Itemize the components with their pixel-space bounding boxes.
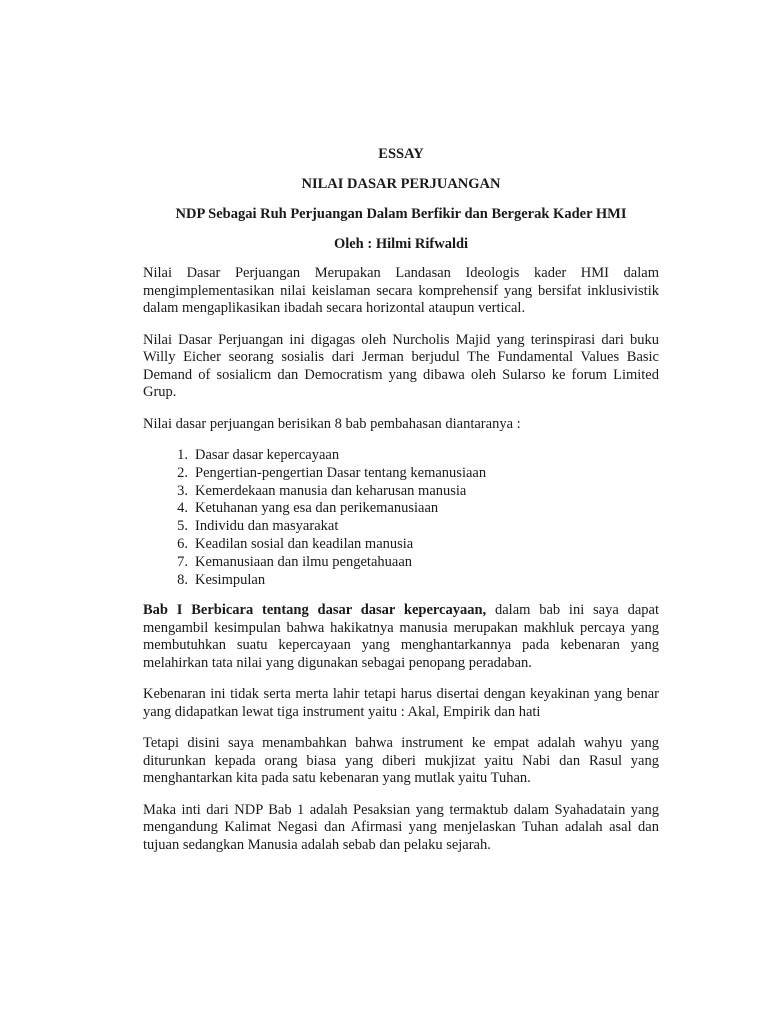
paragraph-bab1 <box>143 602 659 672</box>
document-subtitle: NDP Sebagai Ruh Perjuangan Dalam Berfikir dan Bergerak Kader HMI <box>175 206 627 222</box>
document-title: NILAI DASAR PERJUANGAN <box>301 176 501 192</box>
list-item-text: Keadilan sosial dan keadilan manusia <box>195 535 414 552</box>
list-item <box>143 500 659 518</box>
list-item-number: 4. <box>177 500 188 517</box>
list-item-number: 5. <box>177 518 188 535</box>
paragraph-truth: Kebenaran ini tidak serta merta lahir tetapi harus disertai dengan keyakinan yang benar yang didapatkan lewat tiga instrument yaitu : Akal, Empirik dan hati <box>143 686 659 720</box>
list-item <box>143 536 659 554</box>
paragraph-origin: Nilai Dasar Perjuangan ini digagas oleh Nurcholis Majid yang terinspirasi dari buku Willy Eicher seorang sosialis dari Jerman berjudul The Fundamental Values Basic Demand of sosialicm dan Democratism yang dibawa oleh Sularso ke forum Limited Grup. <box>143 331 659 400</box>
list-item <box>143 518 659 536</box>
list-item-number: 2. <box>177 464 188 481</box>
paragraph-conclusion: Maka inti dari NDP Bab 1 adalah Pesaksian yang termaktub dalam Syahadatain yang mengandung Kalimat Negasi dan Afirmasi yang menjelaskan Tuhan adalah asal dan tujuan sedangkan Manusia adalah sebab dan pelaku sejarah. <box>143 801 659 853</box>
list-item-number: 6. <box>177 535 188 552</box>
list-item-text: Ketuhanan yang esa dan perikemanusiaan <box>195 500 439 517</box>
paragraph-intro: Nilai Dasar Perjuangan Merupakan Landasan Ideologis kader HMI dalam mengimplementasikan nilai keislaman secara komprehensif yang bersifat inklusivistik dalam mengaplikasikan ibadah secara horizontal ataupun vertical. <box>143 265 659 316</box>
list-item-number: 8. <box>177 571 188 588</box>
list-item-number: 7. <box>177 553 188 570</box>
list-item-text: Kemerdekaan manusia dan keharusan manusia <box>195 482 467 499</box>
list-item-number: 1. <box>177 447 188 463</box>
chapter-list <box>143 447 659 589</box>
list-item <box>143 572 659 590</box>
list-item <box>143 554 659 572</box>
document-page <box>143 146 659 868</box>
list-item-number: 3. <box>177 482 188 499</box>
list-item-text: Pengertian-pengertian Dasar tentang kemanusiaan <box>195 464 487 481</box>
paragraph-list-intro: Nilai dasar perjuangan berisikan 8 bab pembahasan diantaranya : <box>143 415 521 432</box>
list-item-text: Individu dan masyarakat <box>195 518 339 535</box>
list-item <box>143 483 659 501</box>
list-item-text: Dasar dasar kepercayaan <box>195 447 340 463</box>
list-item <box>143 465 659 483</box>
paragraph-revelation: Tetapi disini saya menambahkan bahwa instrument ke empat adalah wahyu yang diturunkan kepada orang biasa yang diberi mukjizat yaitu Nabi dan Rasul yang menghantarkan kita pada satu kebenaran yang mutlak yaitu Tuhan. <box>143 735 659 787</box>
list-item-text: Kemanusiaan dan ilmu pengetahuaan <box>195 553 413 570</box>
list-item <box>143 447 659 465</box>
paragraph-bab1-lead: Bab I Berbicara tentang dasar dasar kepercayaan, <box>143 602 487 619</box>
list-item-text: Kesimpulan <box>195 571 266 588</box>
essay-label: ESSAY <box>378 146 424 162</box>
paragraph-bab1-body: dalam bab ini saya dapat mengambil kesimpulan bahwa hakikatnya manusia merupakan makhluk percaya yang membutuhkan suatu kepercayaan yang menghantarkannya pada kebenaran yang melahirkan tata nilai yang digunakan sebagai penopang peradaban. <box>143 602 659 671</box>
author-line: Oleh : Hilmi Rifwaldi <box>333 236 469 252</box>
